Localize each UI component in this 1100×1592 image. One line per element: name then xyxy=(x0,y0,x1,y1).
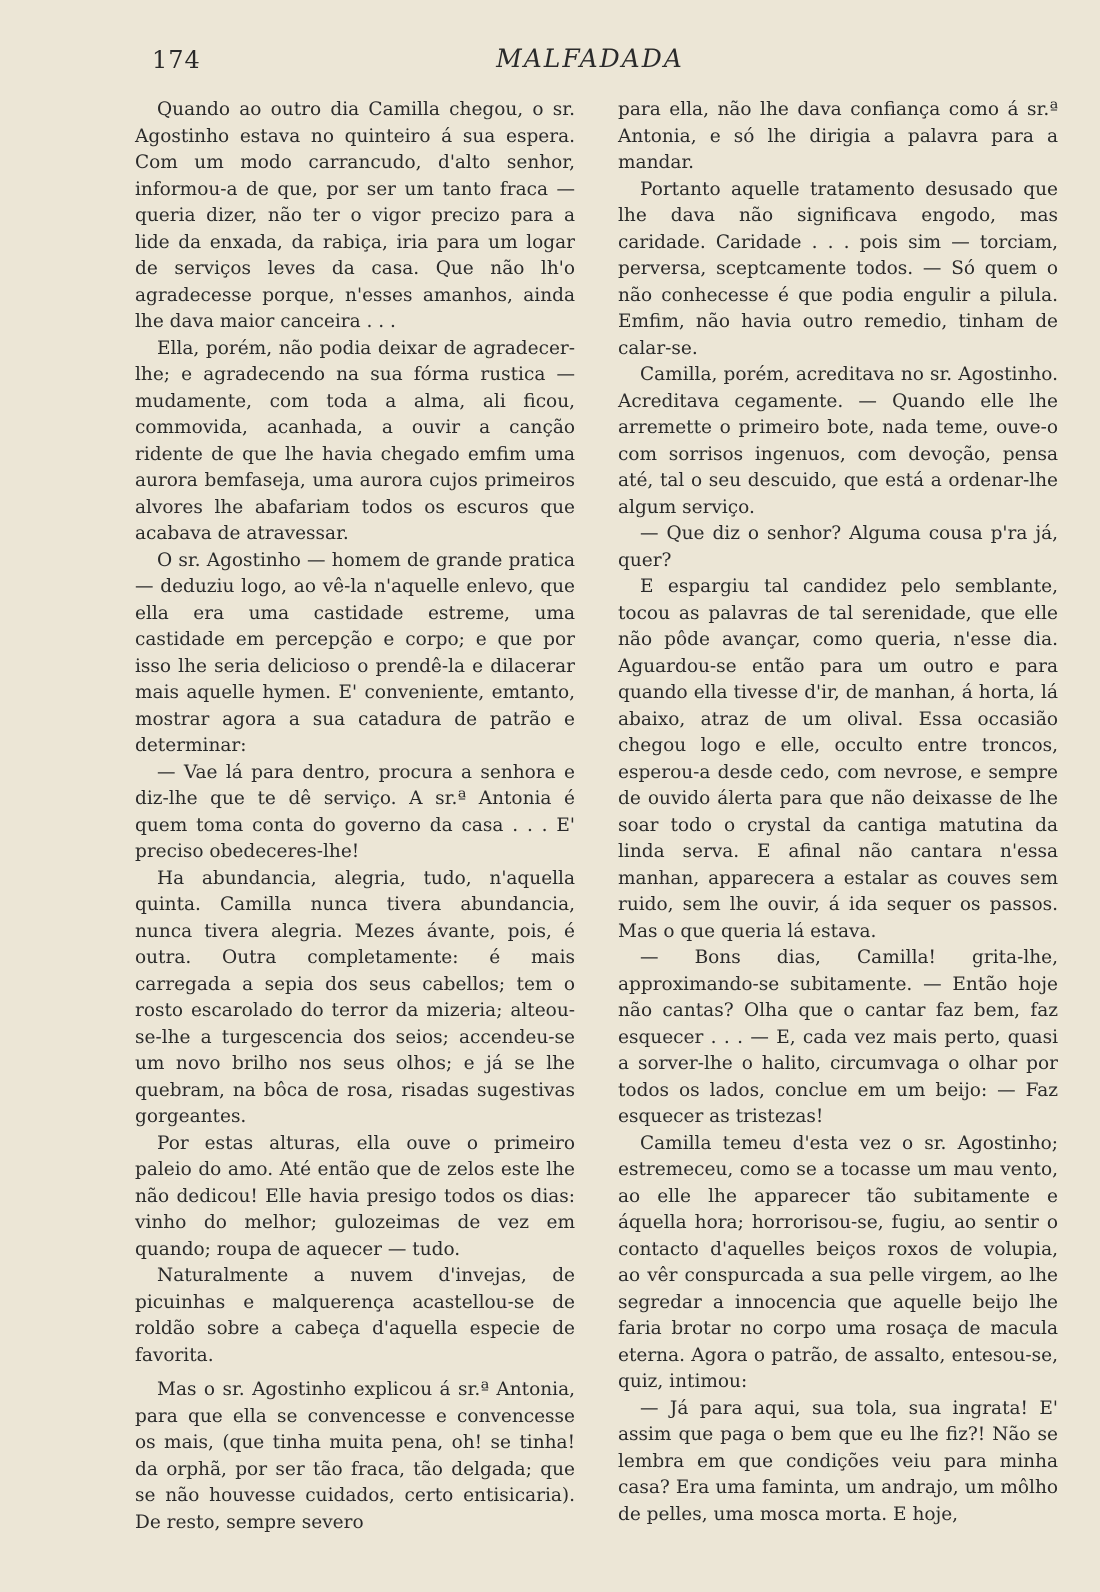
paragraph: Ha abundancia, alegria, tudo, n'aquella quinta. Camilla nunca tivera abundancia, nunca tivera alegria. Mezes ávante, pois, é outra. Outra completamente: é mais carregada a sepia dos seus cabellos; tem o rosto escarolado do terror da mizeria; alteou-se-lhe a turgescencia dos seios; accendeu-se um novo brilho nos seus olhos; e já se lhe quebram, na bôca de rosa, risadas sugestivas gorgeantes. xyxy=(135,867,575,1127)
paragraph: Ella, porém, não podia deixar de agradecer-lhe; e agradecendo na sua fórma rustica — mudamente, com toda a alma, ali ficou, commovida, acanhada, a ouvir a canção ridente de que lhe havia chegado emfim uma aurora bemfaseja, uma aurora cujos primeiros alvores lhe abafariam todos os escuros que acabava de atravessar. xyxy=(135,337,575,544)
page-header xyxy=(0,40,1100,80)
paragraph: para ella, não lhe dava confiança como á sr.ª Antonia, e só lhe dirigia a palavra para a mandar. xyxy=(618,99,1058,173)
paragraph: Naturalmente a nuvem d'invejas, de picuinhas e malquerença acastellou-se de roldão sobre a cabeça d'aquella especie de favorita. xyxy=(135,1265,575,1366)
paragraph: Quando ao outro dia Camilla chegou, o sr. Agostinho estava no quinteiro á sua espera. Com um modo carrancudo, d'alto senhor, informou-a de que, por ser um tanto fraca — queria dizer, não ter o vigor precizo para a lide da enxada, da rabiça, iria para um logar de serviços leves da casa. Que não lh'o agradecesse porque, n'esses amanhos, ainda lhe dava maior canceira . . . xyxy=(135,99,575,332)
paragraph: Camilla, porém, acreditava no sr. Agostinho. Acreditava cegamente. — Quando elle lhe arremette o primeiro bote, nada teme, ouve-o com sorrisos ingenuos, com devoção, pensa até, tal o seu descuido, que está a ordenar-lhe algum serviço. xyxy=(618,364,1058,518)
paragraph: Mas o sr. Agostinho explicou á sr.ª Antonia, para que ella se convencesse e convencesse os mais, (que tinha muita pena, oh! se tinha! da orphã, por ser tão fraca, tão delgada; que se não houvesse cuidados, certo entisicaria). De resto, sempre severo xyxy=(135,1379,575,1533)
paragraph: — Que diz o senhor? Alguma cousa p'ra já, quer? xyxy=(618,523,1058,571)
paragraph: O sr. Agostinho — homem de grande pratica — deduziu logo, ao vê-la n'aquelle enlevo, que ella era uma castidade estreme, uma castidade em percepção e corpo; e que por isso lhe seria delicioso o prendê-la e dilacerar mais aquelle hymen. E' conveniente, emtanto, mostrar agora a sua catadura de patrão e determinar: xyxy=(135,549,575,756)
paragraph: — Vae lá para dentro, procura a senhora e diz-lhe que te dê serviço. A sr.ª Antonia é quem toma conta do governo da casa . . . E' preciso obedeceres-lhe! xyxy=(135,761,575,862)
paragraph: — Bons dias, Camilla! grita-lhe, approximando-se subitamente. — Então hoje não cantas? Olha que o cantar faz bem, faz esquecer . . . — E, cada vez mais perto, quasi a sorver-lhe o halito, circumvaga o olhar por todos os lados, conclue em um beijo: — Faz esquecer as tristezas! xyxy=(618,947,1058,1127)
paragraph: Camilla temeu d'esta vez o sr. Agostinho; estremeceu, como se a tocasse um mau vento, ao elle lhe apparecer tão subitamente e áquella hora; horrorisou-se, fugiu, ao sentir o contacto d'aquelles beiços roxos de volupia, ao vêr conspurcada a sua pelle virgem, ao lhe segredar a innocencia que aquelle beijo lhe faria brotar no corpo uma rosaça de macula eterna. Agora o patrão, de assalto, entesou-se, quiz, intimou: xyxy=(618,1132,1058,1392)
paragraph: — Já para aqui, sua tola, sua ingrata! E' assim que paga o bem que eu lhe fiz?! Não se lembra em que condições veiu para minha casa? Era uma faminta, um andrajo, um môlho de pelles, uma mosca morta. E hoje, xyxy=(618,1397,1058,1525)
right-column xyxy=(618,97,1058,1528)
paragraph: Por estas alturas, ella ouve o primeiro paleio do amo. Até então que de zelos este lhe não dedicou! Elle havia presigo todos os dias: vinho do melhor; gulozeimas de vez em quando; roupa de aquecer — tudo. xyxy=(135,1132,575,1260)
running-title: MALFADADA xyxy=(496,44,684,73)
paragraph: E espargiu tal candidez pelo semblante, tocou as palavras de tal serenidade, que elle não pôde avançar, como queria, n'esse dia. Aguardou-se então para um outro e para quando ella tivesse d'ir, de manhan, á horta, lá abaixo, atraz de um olival. Essa occasião chegou logo e elle, occulto entre troncos, esperou-a desde cedo, com nevrose, e sempre de ouvido álerta para que não deixasse de lhe soar todo o crystal da cantiga matutina da linda serva. E afinal não cantara n'essa manhan, apparecera a estalar as couves sem ruido, sem lhe ouvir, á ida sequer os passos. Mas o que queria lá estava. xyxy=(618,576,1058,942)
paragraph: Portanto aquelle tratamento desusado que lhe dava não significava engodo, mas caridade. Caridade . . . pois sim — torciam, perversa, sceptcamente todos. — Só quem o não conhecesse é que podia engulir a pilula. Emfim, não havia outro remedio, tinham de calar-se. xyxy=(618,178,1058,359)
left-column xyxy=(135,97,575,1536)
page-number: 174 xyxy=(152,46,201,74)
